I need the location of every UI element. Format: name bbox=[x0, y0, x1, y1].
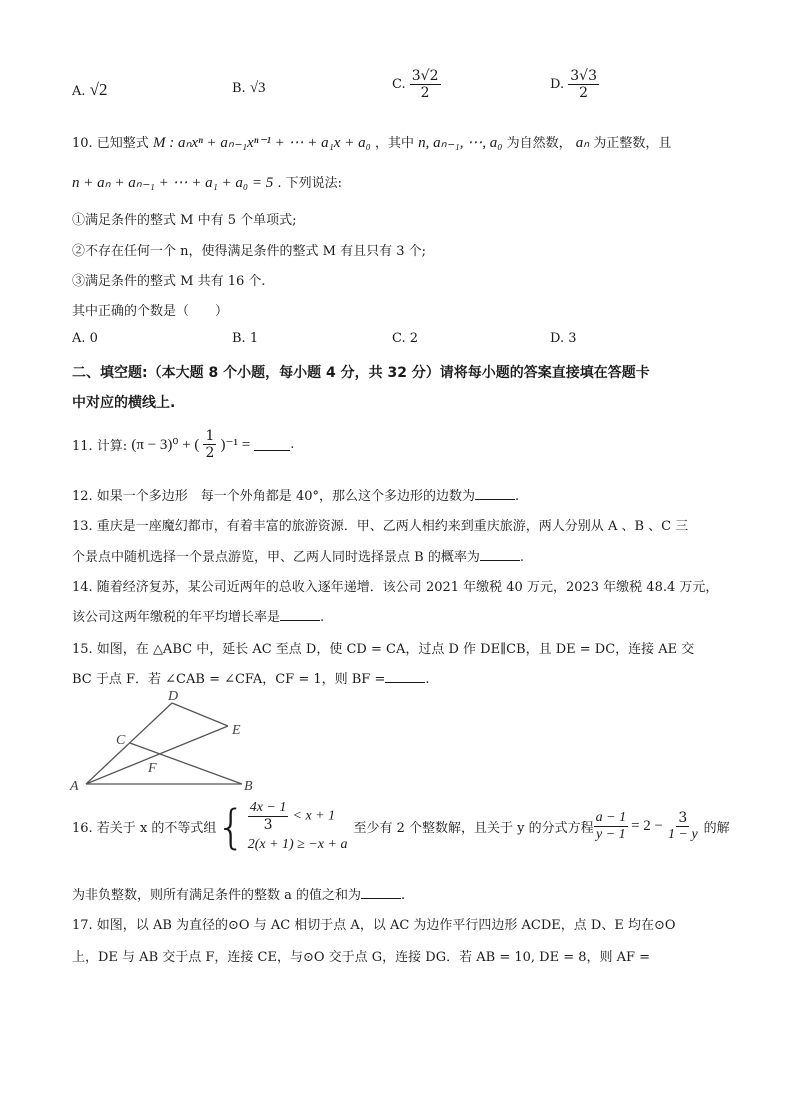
fraction-denominator: 2 bbox=[420, 85, 430, 102]
q17-line1: 17. 如图，以 AB 为直径的⊙O 与 AC 相切于点 A，以 AC 为边作平行四边形 ACDE，点 D、E 均在⊙O bbox=[72, 918, 676, 933]
option-expr: √2 bbox=[89, 80, 108, 99]
q10-line1 bbox=[72, 132, 671, 152]
fraction-numerator: 3√3 bbox=[570, 68, 597, 84]
equation-mid: = 2 − bbox=[631, 818, 663, 835]
fraction-denominator: y − 1 bbox=[596, 827, 626, 843]
q15-line2-text: BC 于点 F．若 ∠CAB = ∠CFA，CF = 1，则 BF = bbox=[72, 672, 386, 687]
geometry-figure bbox=[60, 686, 280, 796]
q15-line2: BC 于点 F．若 ∠CAB = ∠CFA，CF = 1，则 BF = . bbox=[72, 672, 430, 687]
fraction-denominator: 2 bbox=[579, 85, 589, 102]
label-E: E bbox=[232, 723, 241, 738]
section-heading-line2: 中对应的横线上. bbox=[72, 395, 176, 411]
q13-line1: 13. 重庆是一座魔幻都市，有着丰富的旅游资源．甲、乙两人相约来到重庆旅游，两人分别从 A 、B 、C 三 bbox=[72, 519, 689, 534]
q10-an: aₙ bbox=[575, 135, 590, 151]
q10-option-c: C. 2 bbox=[392, 331, 419, 346]
label-A: A bbox=[70, 779, 79, 794]
option-label: B. bbox=[232, 81, 246, 96]
segment-DE bbox=[172, 703, 228, 726]
q10-line2 bbox=[72, 172, 342, 192]
segment-AE bbox=[86, 726, 228, 784]
q10-condition: n + aₙ + aₙ₋₁ + ⋯ + a₁ + a₀ = 5 bbox=[72, 175, 274, 191]
q14-line2-text: 该公司这两年缴税的年平均增长率是 bbox=[72, 610, 281, 625]
q11-expr2: )⁻¹ = bbox=[220, 437, 251, 454]
q9-option-d bbox=[550, 68, 599, 101]
label-D: D bbox=[168, 689, 179, 704]
answer-blank bbox=[254, 438, 290, 451]
q10-statement-3: ③满足条件的整式 M 共有 16 个. bbox=[72, 274, 266, 289]
section-heading-line1: 二、填空题:（本大题 8 个小题，每小题 4 分，共 32 分）请将每小题的答案直接填在答题卡 bbox=[72, 365, 650, 381]
q11-fraction bbox=[203, 428, 216, 461]
inequality-1 bbox=[248, 800, 348, 833]
q11: 11. 计算: (π − 3)⁰ + ( $\frac{1}{2}$ )⁻¹ = . bbox=[72, 428, 295, 462]
q10-mid2: 为自然数， bbox=[506, 136, 572, 151]
q12: 12. 如果一个多边形 每一个外角都是 40°，那么这个多边形的边数为 . bbox=[72, 489, 520, 504]
q14-line1: 14. 随着经济复苏，某公司近两年的总收入逐年递增．该公司 2021 年缴税 40 万元，2023 年缴税 48.4 万元， bbox=[72, 580, 719, 595]
fraction-denominator: 3 bbox=[263, 817, 273, 834]
q9-option-c bbox=[392, 68, 441, 101]
inequality-1-rhs: < x + 1 bbox=[292, 808, 336, 824]
option-label: C. bbox=[392, 77, 406, 93]
q10-vars: n, aₙ₋₁, ⋯, a₀ bbox=[418, 135, 503, 151]
q15-line1: 15. 如图，在 △ABC 中，延长 AC 至点 D，使 CD = CA，过点 D 作 DE∥CB，且 DE = DC，连接 AE 交 bbox=[72, 642, 695, 657]
segment-AD bbox=[86, 703, 172, 784]
q13-line2-text: 个景点中随机选择一个景点游览，甲、乙两人同时选择景点 B 的概率为 bbox=[72, 550, 480, 565]
q16-suffix: 的解 bbox=[703, 821, 730, 837]
answer-blank bbox=[385, 670, 425, 683]
fraction-numerator: a − 1 bbox=[594, 810, 628, 827]
fraction-numerator: 3 bbox=[678, 810, 688, 826]
q10-option-b: B. 1 bbox=[232, 331, 259, 346]
fraction-denominator: 1 − y bbox=[668, 827, 698, 843]
q10-statement-2: ②不存在任何一个 n，使得满足条件的整式 M 有且只有 3 个; bbox=[72, 244, 426, 259]
q16-line2-text: 为非负整数，则所有满足条件的整数 a 的值之和为 bbox=[72, 888, 362, 903]
q10-mid: ，其中 bbox=[374, 136, 414, 151]
q14-line2: 该公司这两年缴税的年平均增长率是 . bbox=[72, 610, 325, 625]
label-F: F bbox=[148, 761, 157, 776]
q9-option-b bbox=[232, 80, 266, 97]
inequality-fraction bbox=[248, 800, 289, 833]
option-expr: √3 bbox=[249, 80, 266, 96]
fraction-numerator: 3√2 bbox=[411, 68, 439, 84]
inequality-2: 2(x + 1) ≥ −x + a bbox=[247, 837, 348, 853]
equation-fraction-left bbox=[594, 810, 628, 843]
q11-prefix: 11. 计算: bbox=[72, 439, 128, 455]
q16-mid: 至少有 2 个整数解，且关于 y 的分式方程 bbox=[353, 821, 594, 837]
q10-prefix: 10. 已知整式 bbox=[72, 136, 149, 151]
q10-statement-1: ①满足条件的整式 M 中有 5 个单项式; bbox=[72, 213, 297, 228]
option-label: D. bbox=[550, 77, 565, 93]
label-C: C bbox=[116, 733, 126, 748]
inequality-system bbox=[216, 800, 347, 853]
option-label: A. bbox=[72, 84, 86, 99]
option-fraction bbox=[410, 68, 441, 101]
answer-blank bbox=[480, 548, 520, 561]
q12-text: 12. 如果一个多边形 每一个外角都是 40°，那么这个多边形的边数为 bbox=[72, 489, 475, 504]
q17-line2: 上，DE 与 AB 交于点 F，连接 CE，与⊙O 交于点 G，连接 DG．若 AB = 10, DE = 8，则 AF = bbox=[72, 950, 651, 965]
q10-polynomial: M : aₙxⁿ + aₙ₋₁xⁿ⁻¹ + ⋯ + a₁x + a₀ bbox=[152, 135, 371, 151]
q16-line1 bbox=[72, 800, 730, 853]
answer-blank bbox=[475, 487, 515, 500]
segment-CB bbox=[130, 743, 242, 784]
answer-blank bbox=[280, 608, 320, 621]
q10-question: 其中正确的个数是（ ） bbox=[72, 304, 229, 319]
fraction-numerator: 4x − 1 bbox=[248, 800, 289, 817]
q10-option-d: D. 3 bbox=[550, 331, 577, 346]
q11-expr1: (π − 3)⁰ + ( bbox=[131, 437, 200, 454]
fraction-denominator: 2 bbox=[205, 445, 215, 462]
q10-suffix: 为正整数，且 bbox=[593, 136, 672, 151]
q16-prefix: 16. 若关于 x 的不等式组 bbox=[72, 821, 217, 837]
q13-line2: 个景点中随机选择一个景点游览，甲、乙两人同时选择景点 B 的概率为 . bbox=[72, 550, 524, 565]
option-fraction bbox=[568, 68, 599, 101]
q16-line2: 为非负整数，则所有满足条件的整数 a 的值之和为 . bbox=[72, 888, 406, 903]
q9-option-a bbox=[72, 80, 108, 100]
answer-blank bbox=[361, 886, 401, 899]
q10-line2-suffix: . 下列说法: bbox=[277, 176, 343, 191]
fraction-numerator: 1 bbox=[205, 428, 215, 444]
equation-fraction-right bbox=[666, 810, 700, 843]
q10-option-a: A. 0 bbox=[72, 331, 98, 346]
brace-icon: { bbox=[216, 799, 246, 854]
label-B: B bbox=[244, 779, 253, 794]
